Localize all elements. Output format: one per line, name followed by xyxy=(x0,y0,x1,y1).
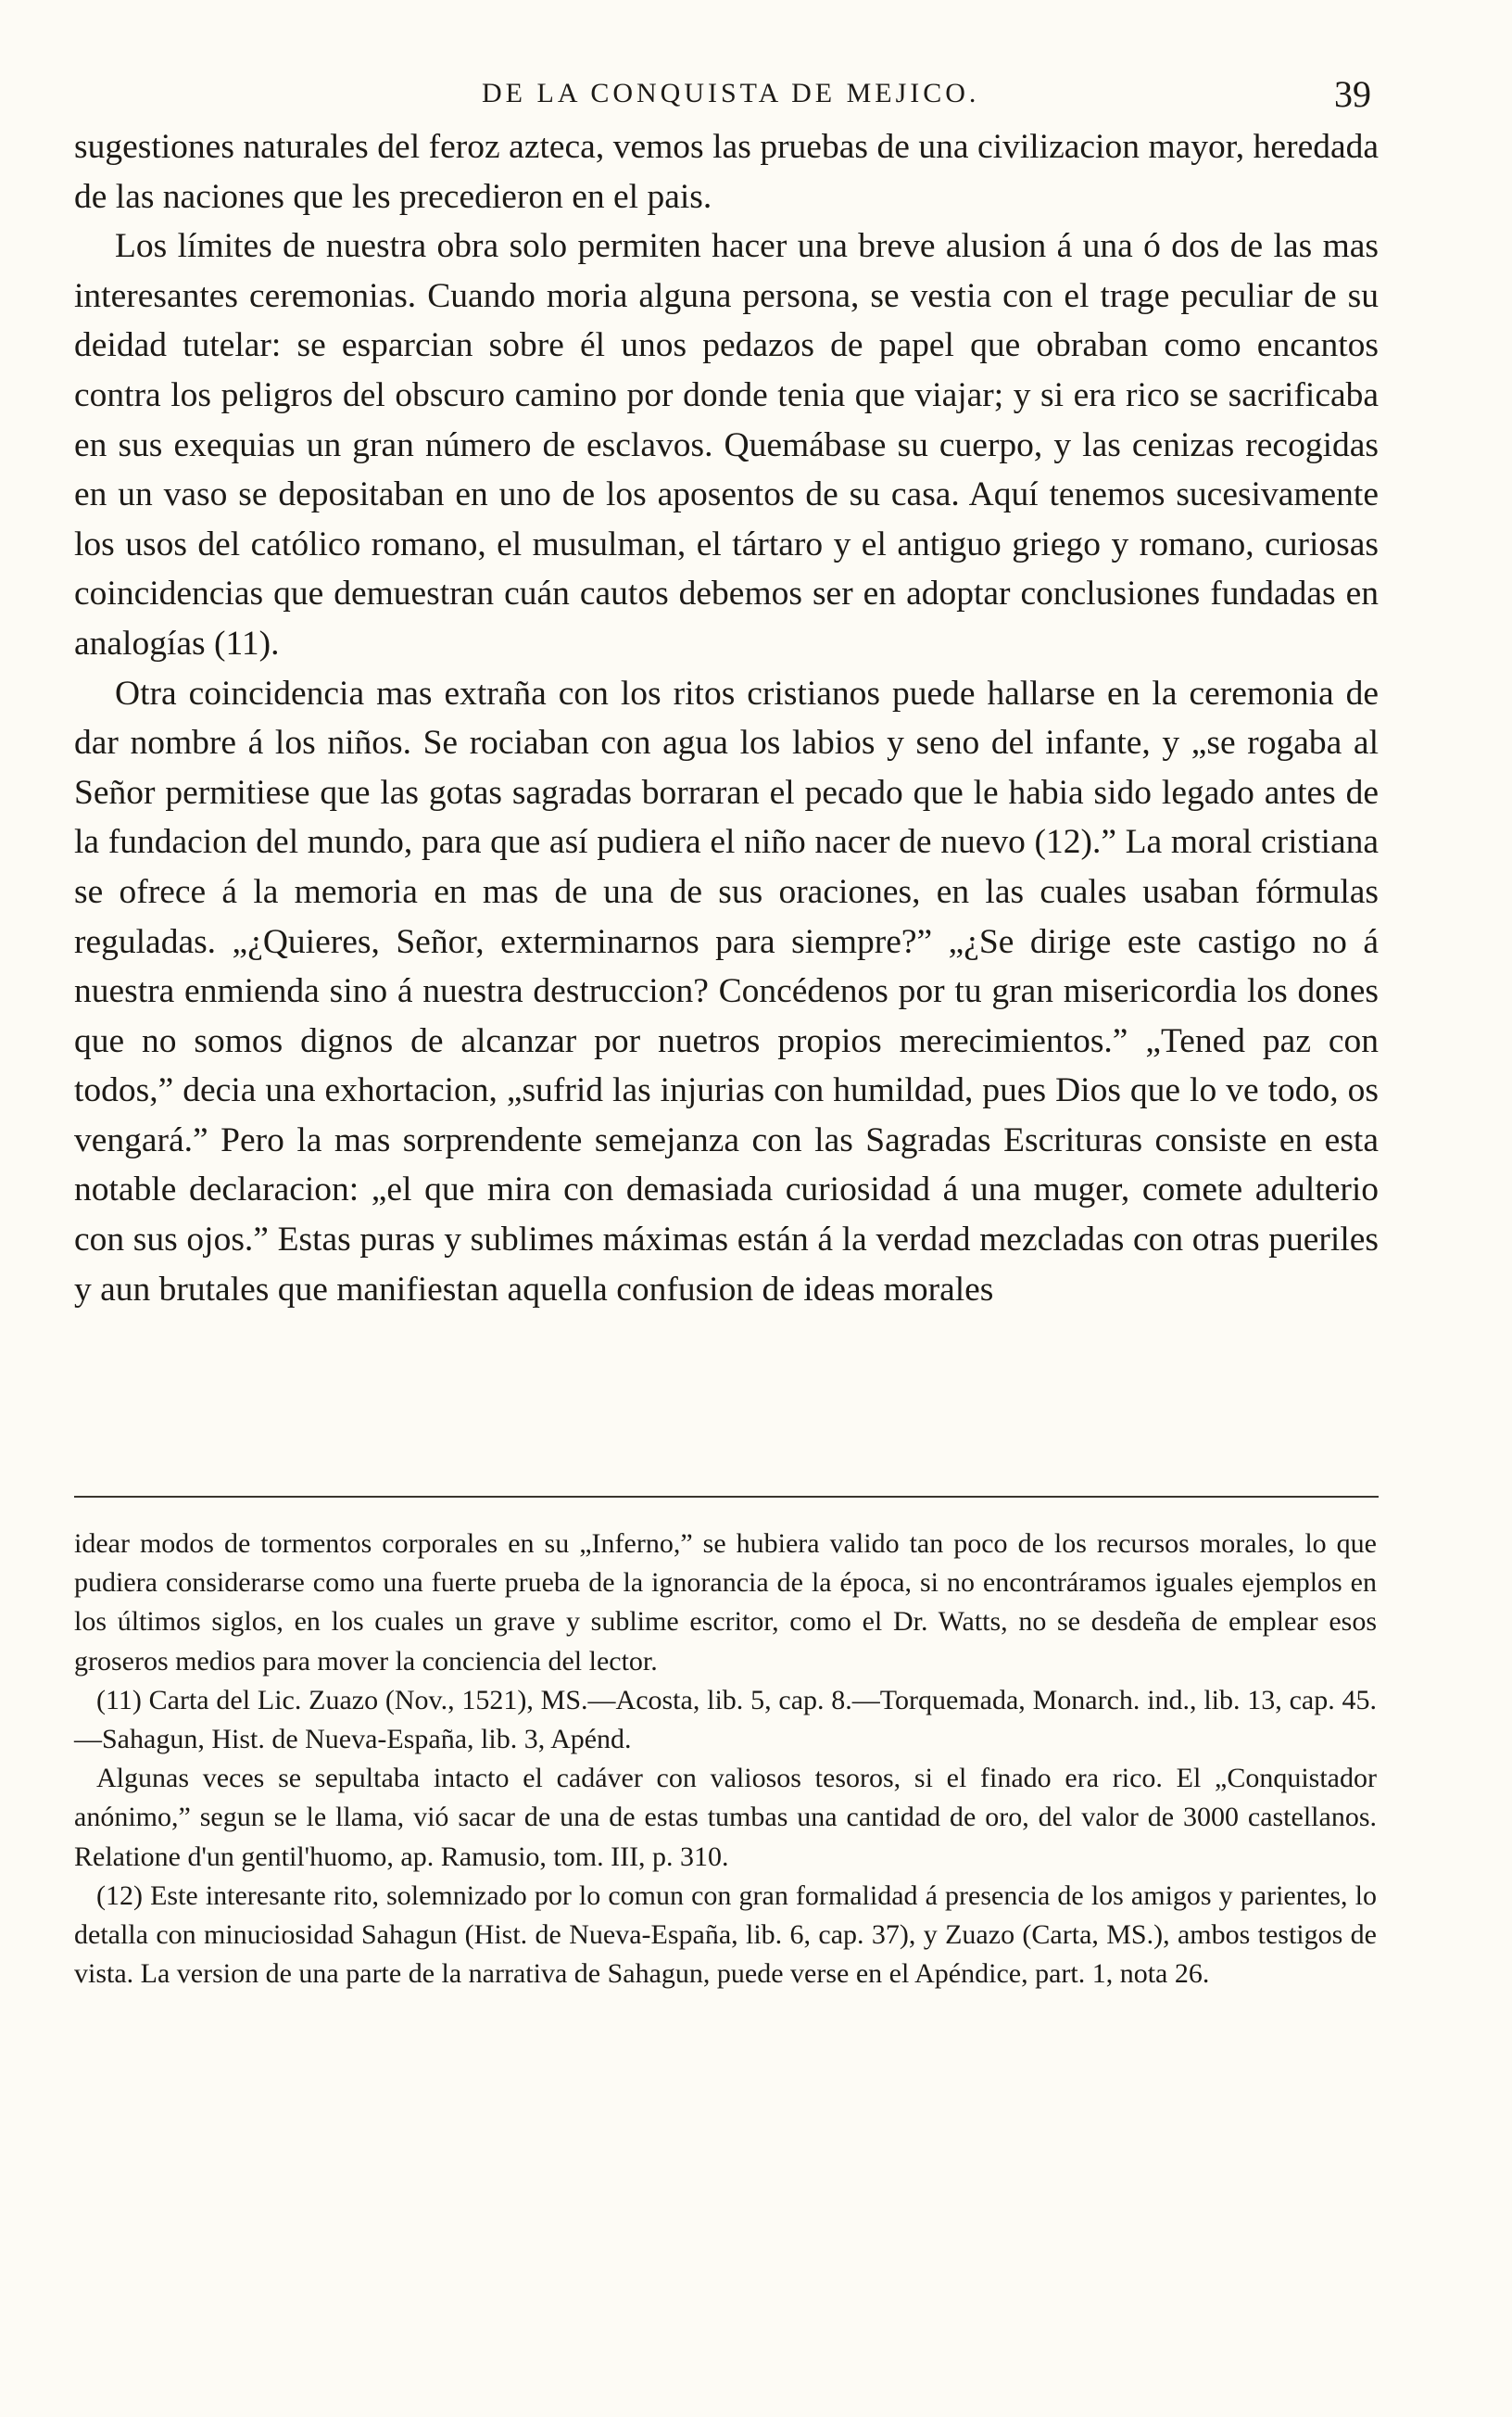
footnote-paragraph: idear modos de tormentos corporales en su „Inferno,” se hubiera valido tan poco de los recursos morales, lo que pudiera considerarse como una fuerte prueba de la ignorancia de la época, si no encontráramos iguales ejemplos en los últimos siglos, en los cuales un grave y sublime escritor, como el Dr. Watts, no se desdeña de emplear esos groseros medios para mover la conciencia del lector. xyxy=(74,1528,1377,1677)
footnotes xyxy=(74,1525,1377,1993)
page-number: 39 xyxy=(1334,73,1371,115)
body-paragraph: Otra coincidencia mas extraña con los ritos cristianos puede hallarse en la ceremonia de dar nombre á los niños. Se rociaban con agua los labios y seno del infante, y „se rogaba al Señor permitiese que las gotas sagradas borraran el pecado que le habia sido legado antes de la fundacion del mundo, para que así pudiera el niño nacer de nuevo (12).” La moral cristiana se ofrece á la memoria en mas de una de sus oraciones, en las cuales usaban fórmulas reguladas. „¿Quieres, Señor, exterminarnos para siempre?” „¿Se dirige este castigo no á nuestra enmienda sino á nuestra destruccion? Concédenos por tu gran misericordia los dones que no somos dignos de alcanzar por nuetros propios merecimientos.” „Tened paz con todos,” decia una exhortacion, „sufrid las injurias con humildad, pues Dios que lo ve todo, os vengará.” Pero la mas sorprendente semejanza con las Sagradas Escrituras consiste en esta notable declaracion: „el que mira con demasiada curiosidad á una muger, comete adulterio con sus ojos.” Estas puras y sublimes máximas están á la verdad mezcladas con otras pueriles y aun brutales que manifiestan aquella confusion de ideas morales xyxy=(74,674,1379,1309)
footnote-paragraph: (11) Carta del Lic. Zuazo (Nov., 1521), MS.—Acosta, lib. 5, cap. 8.—Torquemada, Monarch. ind., lib. 13, cap. 45.—Sahagun, Hist. de Nueva-España, lib. 3, Apénd. xyxy=(74,1684,1377,1755)
main-text xyxy=(74,122,1379,1314)
footnote-divider xyxy=(74,1496,1379,1498)
footnote-paragraph: Algunas veces se sepultaba intacto el cadáver con valiosos tesoros, si el finado era rico. El „Conquistador anónimo,” segun se le llama, vió sacar de una de estas tumbas una cantidad de oro, del valor de 3000 castellanos. Relatione d'un gentil'huomo, ap. Ramusio, tom. III, p. 310. xyxy=(74,1763,1377,1872)
body-paragraph: Los límites de nuestra obra solo permiten hacer una breve alusion á una ó dos de las mas interesantes ceremonias. Cuando moria alguna persona, se vestia con el trage peculiar de su deidad tutelar: se esparcian sobre él unos pedazos de papel que obraban como encantos contra los peligros del obscuro camino por donde tenia que viajar; y si era rico se sacrificaba en sus exequias un gran número de esclavos. Quemábase su cuerpo, y las cenizas recogidas en un vaso se depositaban en uno de los aposentos de su casa. Aquí tenemos sucesivamente los usos del católico romano, el musulman, el tártaro y el antiguo griego y romano, curiosas coincidencias que demuestran cuán cautos debemos ser en adoptar conclusiones fundadas en analogías (11). xyxy=(74,227,1379,663)
footnote-paragraph: (12) Este interesante rito, solemnizado por lo comun con gran formalidad á presencia de los amigos y parientes, lo detalla con minuciosidad Sahagun (Hist. de Nueva-España, lib. 6, cap. 37), y Zuazo (Carta, MS.), ambos testigos de vista. La version de una parte de la narrativa de Sahagun, puede verse en el Apéndice, part. 1, nota 26. xyxy=(74,1879,1377,1990)
running-title: DE LA CONQUISTA DE MEJICO. xyxy=(482,78,980,108)
page-header xyxy=(74,72,1371,128)
body-paragraph: sugestiones naturales del feroz azteca, vemos las pruebas de una civilizacion mayor, heredada de las naciones que les precedieron en el pais. xyxy=(74,128,1379,216)
